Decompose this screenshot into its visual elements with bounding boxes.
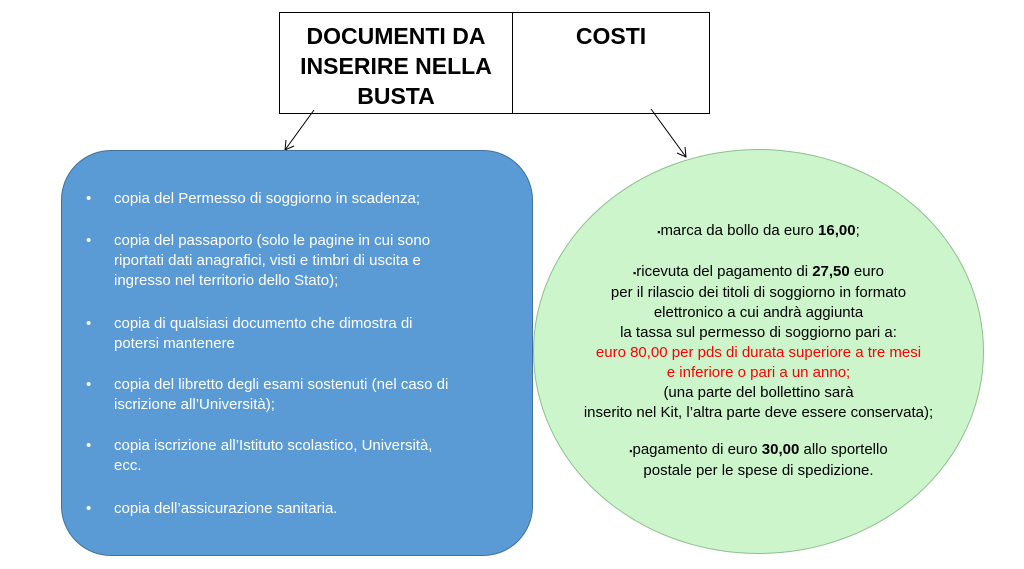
list-item [86, 189, 506, 209]
cost-item-fee [533, 262, 984, 423]
cost-item-postage [533, 440, 984, 481]
bullet-icon: • [86, 376, 92, 393]
list-item-text: riportati dati anagrafici, visti e timbri di uscita e [114, 252, 421, 269]
costs-header-title: COSTI [575, 23, 647, 49]
list-item-text: potersi mantenere [114, 335, 235, 352]
cost-text: la tassa sul permesso di soggiorno pari a: [620, 324, 897, 341]
list-item-text: copia del passaporto (solo le pagine in cui sono [114, 232, 431, 249]
cost-item-stamp [533, 221, 984, 242]
square-bullet-icon: ▪ [633, 268, 637, 278]
tax-amount-highlight: e inferiore o pari a un anno; [666, 364, 851, 381]
list-item-text: copia del Permesso di soggiorno in scadenza; [114, 190, 421, 207]
list-item-text: copia di qualsiasi documento che dimostra di [114, 315, 413, 332]
cost-amount: 30,00 [761, 441, 800, 458]
cost-note: (una parte del bollettino sarà [663, 384, 854, 401]
arrow-to-documents [285, 110, 314, 150]
documents-box [61, 150, 533, 556]
square-bullet-icon: ▪ [657, 227, 661, 237]
documents-header-line: BUSTA [357, 83, 435, 109]
list-item-text: ingresso nel territorio dello Stato); [114, 272, 339, 289]
cost-text: postale per le spese di spedizione. [643, 462, 874, 479]
cost-text: euro [849, 263, 884, 280]
cost-text: ; [855, 222, 860, 239]
list-item [86, 375, 506, 415]
bullet-icon: • [86, 437, 92, 454]
list-item-text: iscrizione all’Università); [114, 396, 275, 413]
bullet-icon: • [86, 500, 92, 517]
list-item [86, 231, 506, 291]
tax-amount-highlight: euro 80,00 per pds di durata superiore a tre mesi [595, 344, 922, 361]
cost-amount: 16,00 [818, 222, 856, 239]
bullet-icon: • [86, 315, 92, 332]
list-item-text: copia iscrizione all’Istituto scolastico, Università, [114, 437, 433, 454]
cost-text: elettronico a cui andrà aggiunta [653, 304, 864, 321]
cost-amount: 27,50 [812, 263, 850, 280]
cost-text: ricevuta del pagamento di [636, 263, 813, 280]
list-item-text: copia dell’assicurazione sanitaria. [114, 500, 338, 517]
arrow-to-costs [651, 109, 686, 157]
list-item [86, 436, 506, 476]
list-item-text: ecc. [114, 457, 142, 474]
documents-header-line: INSERIRE NELLA [300, 53, 492, 79]
list-item-text: copia del libretto degli esami sostenuti (nel caso di [114, 376, 449, 393]
bullet-icon: • [86, 190, 92, 207]
documents-header-line: DOCUMENTI DA [306, 23, 486, 49]
list-item [86, 499, 506, 519]
cost-text: marca da bollo da euro [660, 222, 819, 239]
cost-text: per il rilascio dei titoli di soggiorno in formato [610, 284, 907, 301]
bullet-icon: • [86, 232, 92, 249]
square-bullet-icon: ▪ [629, 446, 633, 456]
cost-note: inserito nel Kit, l’altra parte deve essere conservata); [583, 404, 934, 421]
list-item [86, 314, 506, 354]
cost-text: allo sportello [799, 441, 888, 458]
cost-text: pagamento di euro [632, 441, 762, 458]
